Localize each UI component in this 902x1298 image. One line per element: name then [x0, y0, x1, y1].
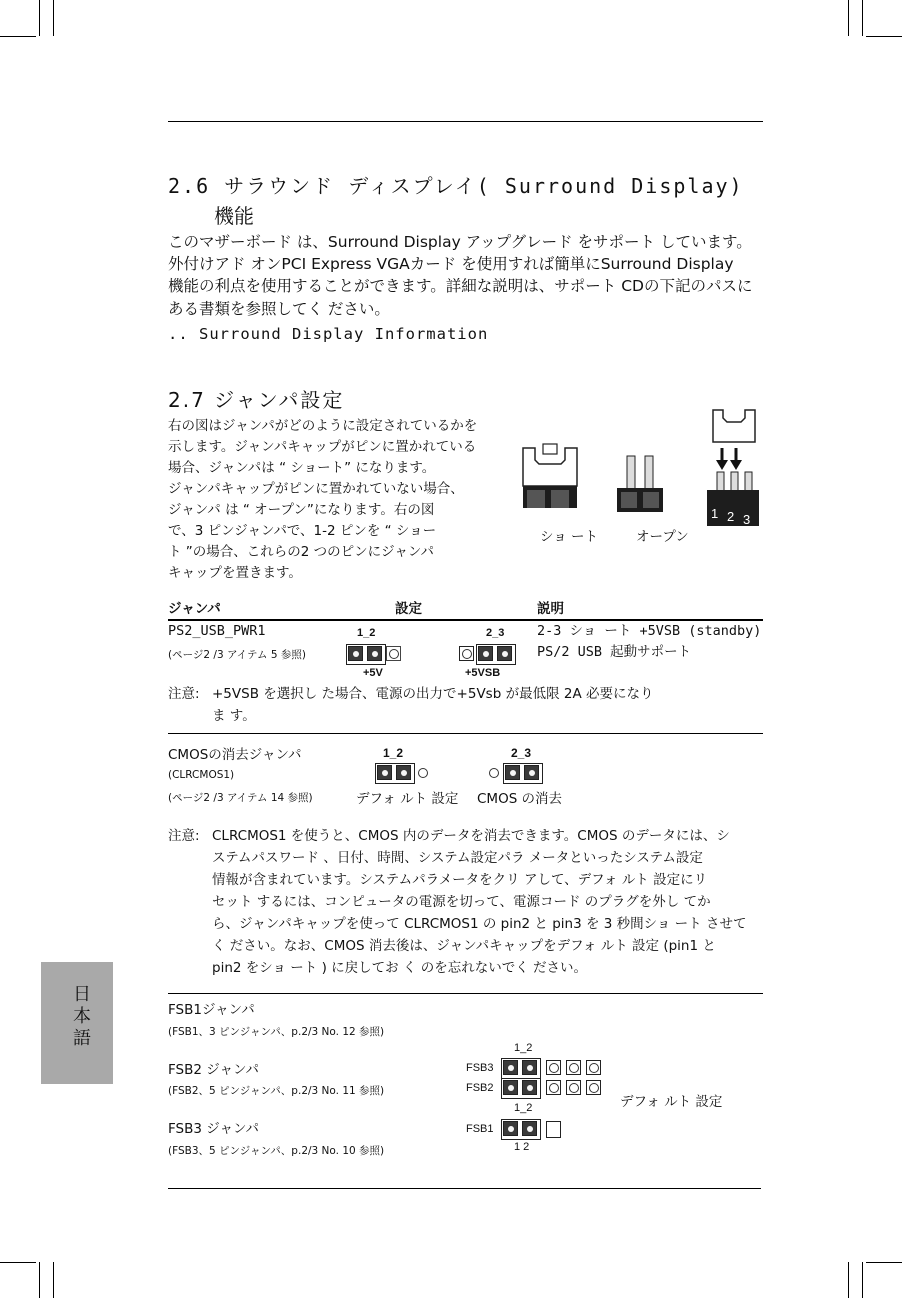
jumper-outline [501, 1058, 541, 1079]
language-side-tab [41, 962, 113, 1084]
ps2-desc-line2: PS/2 USB 起動サポート [537, 644, 692, 660]
pin-open [486, 765, 501, 780]
fsb3-label: FSB3 [466, 1062, 494, 1074]
ps2-jumper-name: PS2_USB_PWR1 [168, 623, 266, 639]
pin-open [586, 1060, 601, 1075]
crop-mark [53, 0, 54, 36]
ps2-left-volt: +5V [363, 667, 383, 679]
open-label: オープン [636, 529, 689, 545]
short-label: ショ ート [540, 529, 599, 545]
fsb1-jumper-ref: (FSB1、3 ピンジャンパ、p.2/3 No. 12 参照) [168, 1026, 385, 1038]
section-2-7-body-line: ジャンパ は “ オープン”になります。右の図 [168, 502, 435, 518]
fsb-mid-label: 1_2 [514, 1102, 533, 1114]
cmos-note-line: ら、ジャンパキャップを使って CLRCMOS1 の pin2 と pin3 を 3 秒間ショ ート させて [212, 916, 747, 932]
header-rule [168, 121, 763, 122]
pin-open [459, 646, 474, 661]
pin-open [566, 1060, 581, 1075]
fsb2-label: FSB2 [466, 1082, 494, 1094]
crop-mark [866, 1262, 902, 1263]
ps2-note-label: 注意: [168, 686, 200, 702]
open-jumper-illustration [617, 456, 663, 512]
fsb-default-caption: デフォ ルト 設定 [620, 1094, 723, 1110]
jumper-illustration [515, 400, 765, 540]
pin-open [566, 1080, 581, 1095]
fsb2-jumper-name: FSB2 ジャンパ [168, 1062, 260, 1078]
cmos-note-line: CLRCMOS1 を使うと、CMOS 内のデータを消去できます。CMOS のデータには、シ [212, 828, 730, 844]
section-2-6-body-line: ある書類を参照してく ださい。 [168, 300, 390, 318]
crop-mark [0, 36, 36, 37]
crop-mark [39, 0, 40, 36]
cmos-jumper-code: (CLRCMOS1) [168, 769, 235, 781]
section-2-7-body-line: で、3 ピンジャンパで、1-2 ピンを “ ショー [168, 523, 437, 539]
jumper-outline [503, 763, 543, 784]
fsb3-jumper-ref: (FSB3、5 ピンジャンパ、p.2/3 No. 10 参照) [168, 1145, 385, 1157]
pin-open [546, 1080, 561, 1095]
ps2-left-label: 1_2 [357, 627, 376, 639]
cmos-note-line: セット するには、コンピュータの電源を切って、電源コード のプラグを外し てか [212, 894, 711, 910]
pin-open [386, 646, 401, 661]
cmos-note-line: 情報が含まれています。システムパラメータをクリ アして、デフォ ルト 設定にリ [212, 872, 708, 888]
pin-open [546, 1060, 561, 1075]
pin-open [415, 765, 430, 780]
ps2-desc-line1: 2-3 ショ ート +5VSB (standby) [537, 623, 762, 639]
section-2-7-body-line: 場合、ジャンパは “ ショート” になります。 [168, 460, 436, 476]
pin-number-1: 1 [711, 506, 719, 521]
fsb1-label: FSB1 [466, 1123, 494, 1135]
cmos-right-label: 2_3 [511, 746, 532, 760]
pin-open [586, 1080, 601, 1095]
crop-mark [0, 1262, 36, 1263]
crop-mark [866, 36, 902, 37]
pin-number-2: 2 [727, 509, 735, 524]
cmos-note-line: pin2 をショ ート ) に戻してお く のを忘れないでく ださい。 [212, 960, 588, 976]
table-header-description: 説明 [537, 601, 564, 617]
jumper-outline [501, 1078, 541, 1099]
table-header-jumper: ジャンパ [168, 601, 221, 617]
section-rule [168, 733, 763, 734]
cmos-jumper-ref: (ページ2 /3 アイテム 14 参照) [168, 792, 313, 804]
jumper-outline [501, 1119, 541, 1140]
section-2-6-body-line: 外付けアド オンPCI Express VGAカード を使用すれば簡単にSurround Display [168, 255, 734, 273]
crop-mark [862, 1262, 863, 1298]
footer-rule [168, 1188, 761, 1189]
cmos-left-label: 1_2 [383, 746, 404, 760]
pin-number-3: 3 [743, 512, 751, 527]
cmos-jumper-name: CMOSの消去ジャンパ [168, 747, 302, 763]
cmos-note-label: 注意: [168, 828, 200, 844]
support-cd-path: .. Surround Display Information [168, 325, 489, 343]
cmos-right-caption: CMOS の消去 [477, 791, 563, 807]
section-2-7-body-line: キャップを置きます。 [168, 565, 302, 581]
fsb2-jumper-ref: (FSB2、5 ピンジャンパ、p.2/3 No. 11 参照) [168, 1085, 385, 1097]
section-2-7-body-line: ジャンパキャップがピンに置かれていない場合、 [168, 481, 464, 497]
ps2-note-line: ま す。 [212, 708, 256, 724]
short-jumper-illustration [523, 444, 577, 508]
section-2-6-body-line: このマザーボード は、Surround Display アップグレード をサポート しています。 [168, 233, 752, 251]
section-2-7-title: 2.7 ジャンパ設定 [168, 388, 345, 412]
section-2-6-title-cont: 機能 [214, 204, 254, 228]
ps2-right-volt: +5VSB [465, 667, 501, 679]
jumper-outline [346, 644, 386, 665]
section-2-7-body-line: 示します。ジャンパキャップがピンに置かれている [168, 439, 477, 455]
table-header-setting: 設定 [395, 601, 422, 617]
section-2-6-title: 2.6 サラウンド ディスプレイ( Surround Display) [168, 174, 744, 198]
section-2-7-body-line: ト ”の場合、これらの2 つのピンにジャンパ [168, 544, 434, 560]
section-rule [168, 993, 763, 994]
fsb1-jumper-name: FSB1ジャンパ [168, 1002, 255, 1018]
ps2-right-label: 2_3 [486, 627, 505, 639]
fsb3-jumper-name: FSB3 ジャンパ [168, 1121, 260, 1137]
crop-mark [848, 1262, 849, 1298]
ps2-note-line: +5VSB を選択し た場合、電源の出力で+5Vsb が最低限 2A 必要になり [212, 686, 654, 702]
cmos-left-caption: デフォ ルト 設定 [356, 791, 459, 807]
language-side-tab-label: 日本語 [70, 984, 91, 1050]
ps2-jumper-ref: (ページ2 /3 アイテム 5 参照) [168, 649, 306, 661]
crop-mark [53, 1262, 54, 1298]
jumper-outline [476, 644, 516, 665]
cmos-note-line: く ださい。なお、CMOS 消去後は、ジャンパキャップをデフォ ルト 設定 (pin1 と [212, 938, 716, 954]
crop-mark [862, 0, 863, 36]
jumper-outline [375, 763, 415, 784]
cmos-note-line: ステムパスワード 、日付、時間、システム設定パラ メータといったシステム設定 [212, 850, 703, 866]
pin-open [546, 1121, 561, 1138]
three-pin-jumper-illustration [707, 410, 759, 527]
fsb-top-label: 1_2 [514, 1042, 533, 1054]
section-2-6-body-line: 機能の利点を使用することができます。詳細な説明は、サポート CDの下記のパスに [168, 277, 753, 295]
crop-mark [848, 0, 849, 36]
fsb-bottom-label: 1 2 [514, 1141, 530, 1153]
crop-mark [39, 1262, 40, 1298]
section-2-7-body-line: 右の図はジャンパがどのように設定されているかを [168, 418, 478, 434]
